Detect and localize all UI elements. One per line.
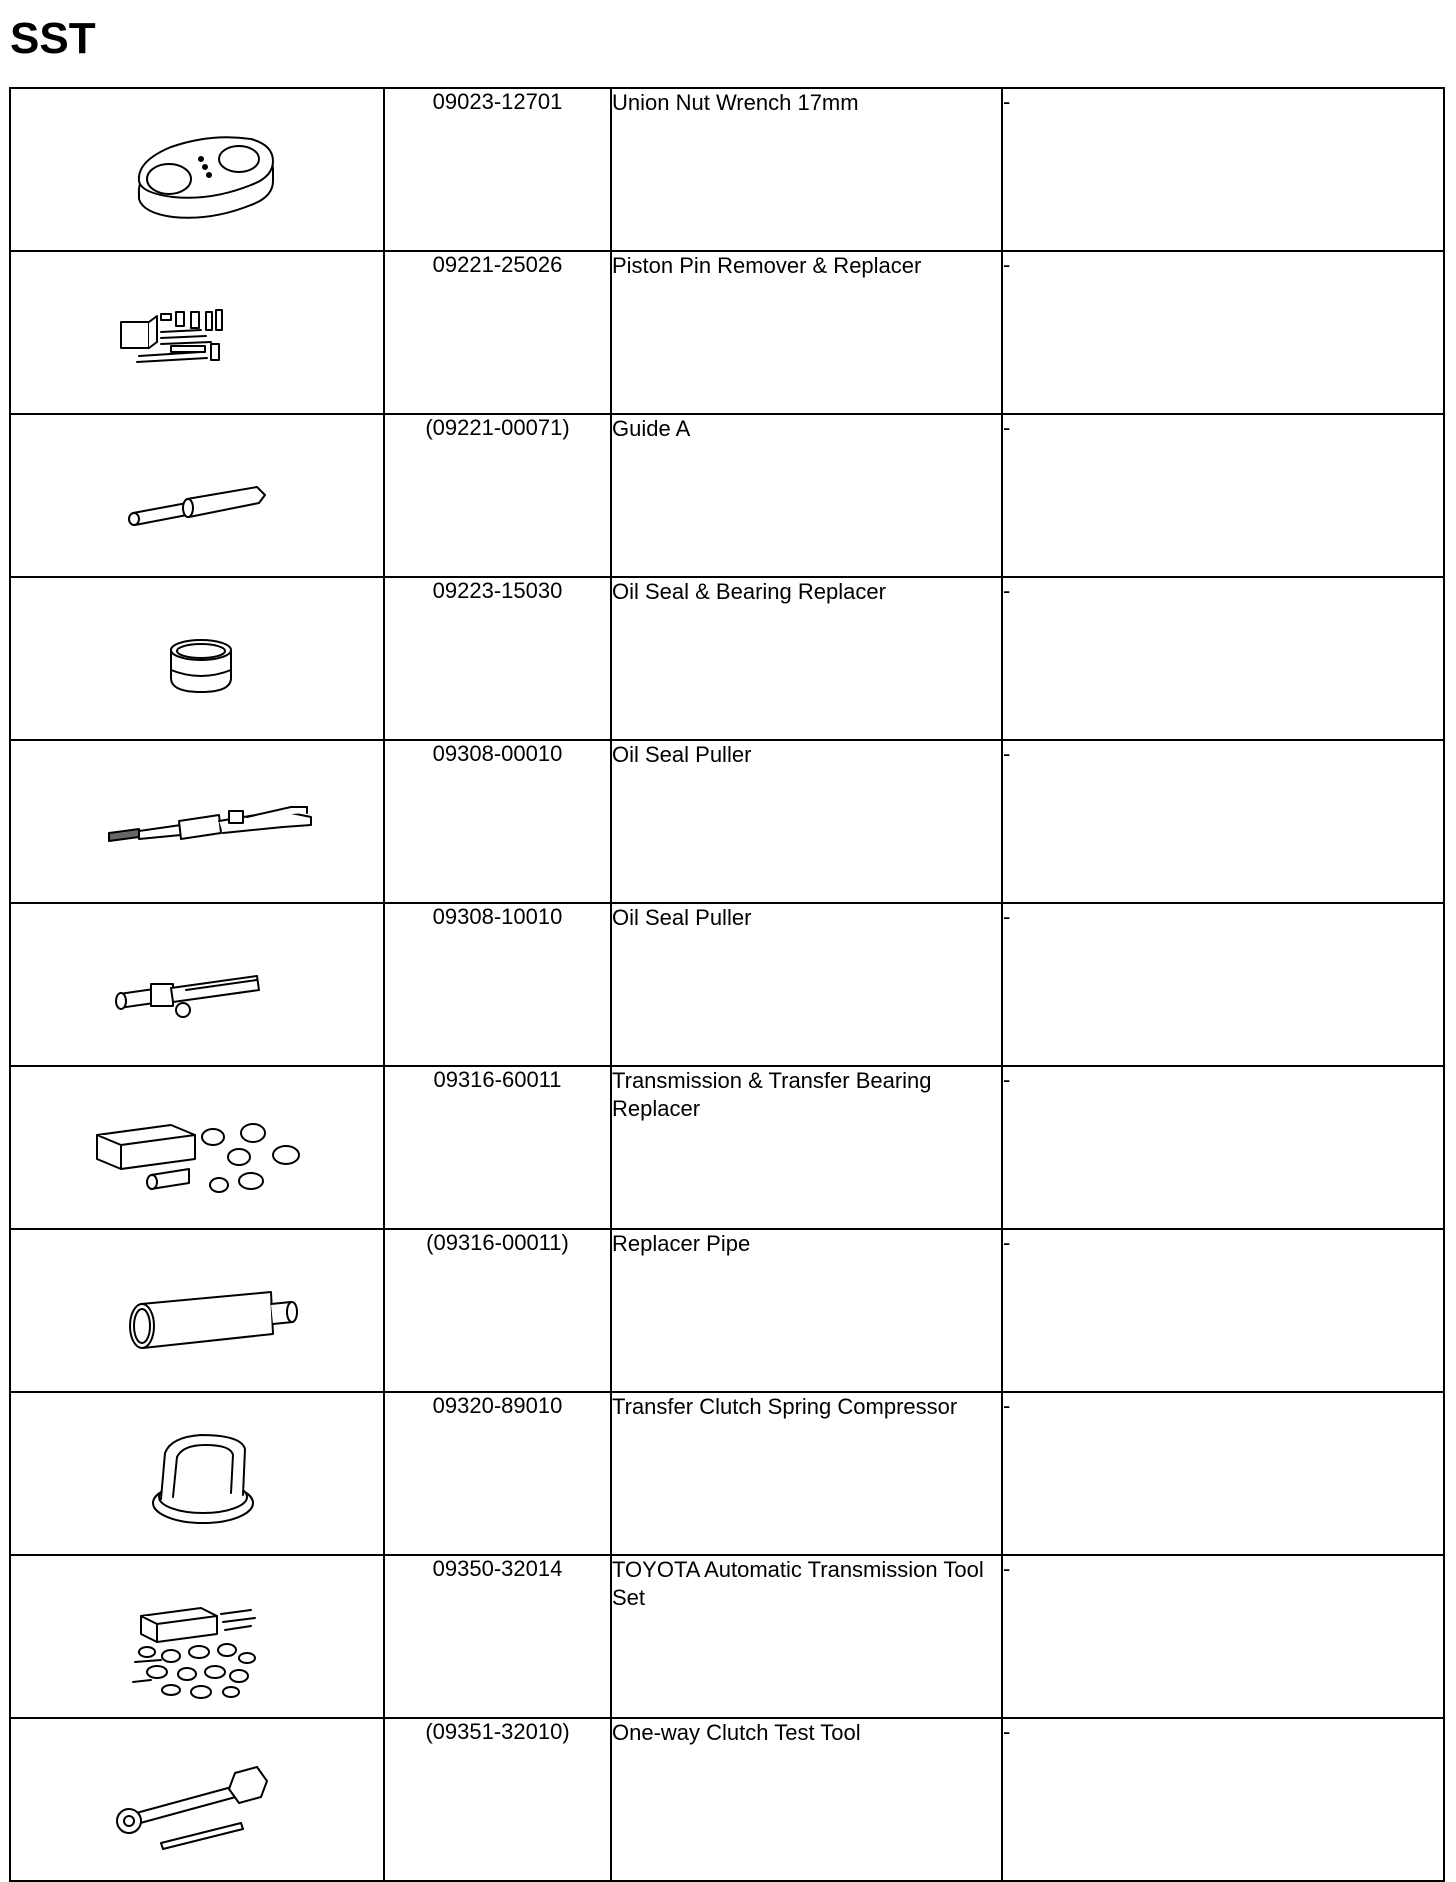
guide-a-icon [11,415,385,574]
tool-name: Oil Seal Puller [611,903,1002,1066]
part-number: 09316-60011 [384,1066,611,1229]
oil-seal-puller-icon [11,904,385,1063]
tool-illustration-cell [10,903,384,1066]
part-number: 09320-89010 [384,1392,611,1555]
tool-illustration-cell [10,1555,384,1718]
tool-illustration-cell [10,1718,384,1881]
tool-illustration-cell [10,251,384,414]
tool-name: Oil Seal Puller [611,740,1002,903]
table-row [10,577,1444,740]
slide-hammer-puller-icon [11,741,385,900]
sst-table [9,87,1445,1882]
clutch-test-tool-icon [11,1719,385,1878]
tool-illustration-cell [10,577,384,740]
tool-name: Piston Pin Remover & Replacer [611,251,1002,414]
table-row [10,1392,1444,1555]
part-number: 09350-32014 [384,1555,611,1718]
tool-name: Transmission & Transfer Bearing Replacer [611,1066,1002,1229]
table-row [10,1718,1444,1881]
part-number: 09308-00010 [384,740,611,903]
part-number: (09221-00071) [384,414,611,577]
tool-name: TOYOTA Automatic Transmission Tool Set [611,1555,1002,1718]
part-number: (09316-00011) [384,1229,611,1392]
tool-note: - [1002,1066,1444,1229]
replacer-pipe-icon [11,1230,385,1389]
table-row [10,251,1444,414]
piston-pin-tool-set-icon [11,252,385,411]
tool-illustration-cell [10,88,384,251]
tool-note: - [1002,740,1444,903]
tool-note: - [1002,577,1444,740]
tool-illustration-cell [10,1229,384,1392]
tool-illustration-cell [10,1392,384,1555]
bearing-replacer-set-icon [11,1067,385,1226]
tool-name: One-way Clutch Test Tool [611,1718,1002,1881]
tool-note: - [1002,903,1444,1066]
table-row [10,1229,1444,1392]
tool-illustration-cell [10,740,384,903]
tool-note: - [1002,1555,1444,1718]
union-nut-wrench-icon [11,89,385,248]
spring-compressor-icon [11,1393,385,1552]
tool-illustration-cell [10,1066,384,1229]
part-number: 09023-12701 [384,88,611,251]
part-number: 09308-10010 [384,903,611,1066]
page-title: SST [10,14,96,63]
tool-note: - [1002,1229,1444,1392]
oil-seal-bearing-replacer-icon [11,578,385,737]
tool-illustration-cell [10,414,384,577]
tool-name: Union Nut Wrench 17mm [611,88,1002,251]
tool-note: - [1002,251,1444,414]
tool-note: - [1002,88,1444,251]
part-number: (09351-32010) [384,1718,611,1881]
table-row [10,1555,1444,1718]
tool-note: - [1002,414,1444,577]
tool-note: - [1002,1718,1444,1881]
table-row [10,88,1444,251]
table-row [10,903,1444,1066]
part-number: 09223-15030 [384,577,611,740]
table-row [10,414,1444,577]
tool-name: Guide A [611,414,1002,577]
part-number: 09221-25026 [384,251,611,414]
table-row [10,1066,1444,1229]
tool-name: Transfer Clutch Spring Compressor [611,1392,1002,1555]
transmission-tool-set-icon [11,1556,385,1715]
table-row [10,740,1444,903]
tool-note: - [1002,1392,1444,1555]
tool-name: Replacer Pipe [611,1229,1002,1392]
tool-name: Oil Seal & Bearing Replacer [611,577,1002,740]
